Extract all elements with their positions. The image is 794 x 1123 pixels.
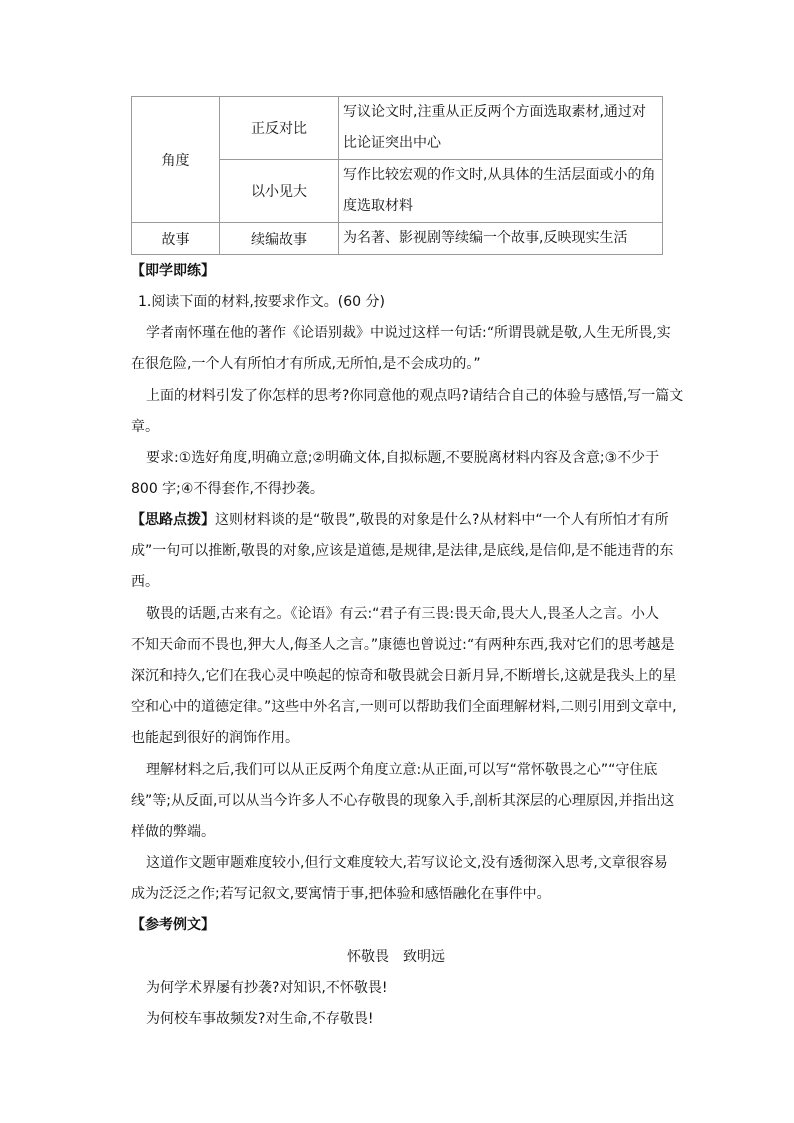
description-cell: [339, 97, 663, 160]
prompt-line: 章。: [131, 419, 159, 435]
understanding-line: 理解材料之后,我们可以从正反两个角度立意:从正面,可以写“常怀敬畏之心”“守住底: [146, 762, 658, 778]
material-line: 在很危险,一个人有所怕才有所成,无所怕,是不会成功的。”: [131, 356, 481, 372]
writing-methods-table: [131, 96, 663, 255]
description-cell: [339, 160, 663, 223]
sample-heading: 【参考例文】: [131, 917, 215, 933]
description-line: 比论证突出中心: [343, 135, 441, 151]
method-label: 以小见大: [251, 184, 307, 200]
difficulty-line: 成为泛泛之作;若写记叙文,要寓情于事,把体验和感悟融化在事件中。: [131, 886, 551, 902]
method-cell: [220, 160, 339, 223]
question-text: 1.阅读下面的材料,按要求作文。(60 分): [138, 294, 385, 310]
method-label: 正反对比: [251, 121, 307, 137]
practice-heading: 【即学即练】: [131, 263, 215, 279]
description-line: 写作比较宏观的作文时,从具体的生活层面或小的角: [343, 167, 656, 183]
prompt-line: 上面的材料引发了你怎样的思考?你同意他的观点吗?请结合自己的体验与感悟,写一篇文: [146, 388, 684, 404]
kant-quote: “有两种东西,我对它们的思考越是: [466, 637, 675, 653]
requirements-line: 要求:①选好角度,明确立意;②明确文体,自拟标题,不要脱离材料内容及含意;③不少于: [146, 450, 660, 466]
description-line: 度选取材料: [343, 198, 413, 214]
category-label: 故事: [161, 231, 190, 248]
essay-line: 为何学术界屡有抄袭?对知识,不怀敬畏!: [146, 980, 388, 996]
analysis-text: 这则材料谈的是“敬畏”,敬畏的对象是什么?从材料中“一个人有所怕才有所: [215, 512, 669, 528]
description-cell: [339, 223, 663, 255]
category-cell: [132, 97, 220, 223]
essay-line: 为何校车事故频发?对生命,不存敬畏!: [146, 1011, 374, 1027]
understanding-line: 样做的弊端。: [131, 824, 215, 840]
description-line: 写议论文时,注重从正反两个方面选取素材,通过对: [343, 104, 646, 120]
quotes-line: [131, 634, 674, 654]
essay-title: 怀敬畏 致明远: [347, 949, 445, 965]
table-row: [132, 97, 663, 160]
requirements-line: 800 字;④不得套作,不得抄袭。: [131, 481, 324, 497]
quotes-line: 深沉和持久,它们在我心灵中唤起的惊奇和敬畏就会日新月异,不断增长,这就是我头上的星: [131, 668, 677, 684]
quotes-line: 也能起到很好的润饰作用。: [131, 730, 299, 746]
analysis-line: 西。: [131, 574, 159, 590]
category-cell: [132, 223, 220, 255]
material-line: [146, 322, 671, 342]
analysis-line: [131, 509, 669, 529]
analysis-heading: 【思路点拨】: [131, 512, 215, 528]
table-row: [132, 223, 663, 255]
method-label: 续编故事: [251, 231, 307, 248]
material-text: 学者南怀瑾在他的著作《论语别裁》中说过这样一句话:: [146, 325, 487, 341]
description-line: 为名著、影视剧等续编一个故事,反映现实生活: [343, 230, 628, 246]
analysis-line: 成”一句可以推断,敬畏的对象,应该是道德,是规律,是法律,是底线,是信仰,是不能违背的东: [131, 543, 674, 559]
understanding-line: 线”等;从反面,可以从当今许多人不心存敬畏的现象入手,剖析其深层的心理原因,并指出这: [131, 793, 675, 809]
material-quote: “所谓畏就是敬,人生无所畏,实: [486, 325, 671, 341]
quotes-line: 空和心中的道德定律。”这些中外名言,一则可以帮助我们全面理解材料,二则引用到文章中,: [131, 699, 677, 715]
quotes-text: 不知天命而不畏也,狎大人,侮圣人之言。”康德也曾说过:: [131, 637, 467, 653]
method-cell: [220, 223, 339, 255]
method-cell: [220, 97, 339, 160]
difficulty-line: 这道作文题审题难度较小,但行文难度较大,若写议论文,没有透彻深入思考,文章很容易: [146, 855, 668, 871]
category-label: 角度: [161, 152, 190, 169]
quotes-line: 敬畏的话题,古来有之。《论语》有云:“君子有三畏:畏天命,畏大人,畏圣人之言。小人: [146, 606, 660, 622]
